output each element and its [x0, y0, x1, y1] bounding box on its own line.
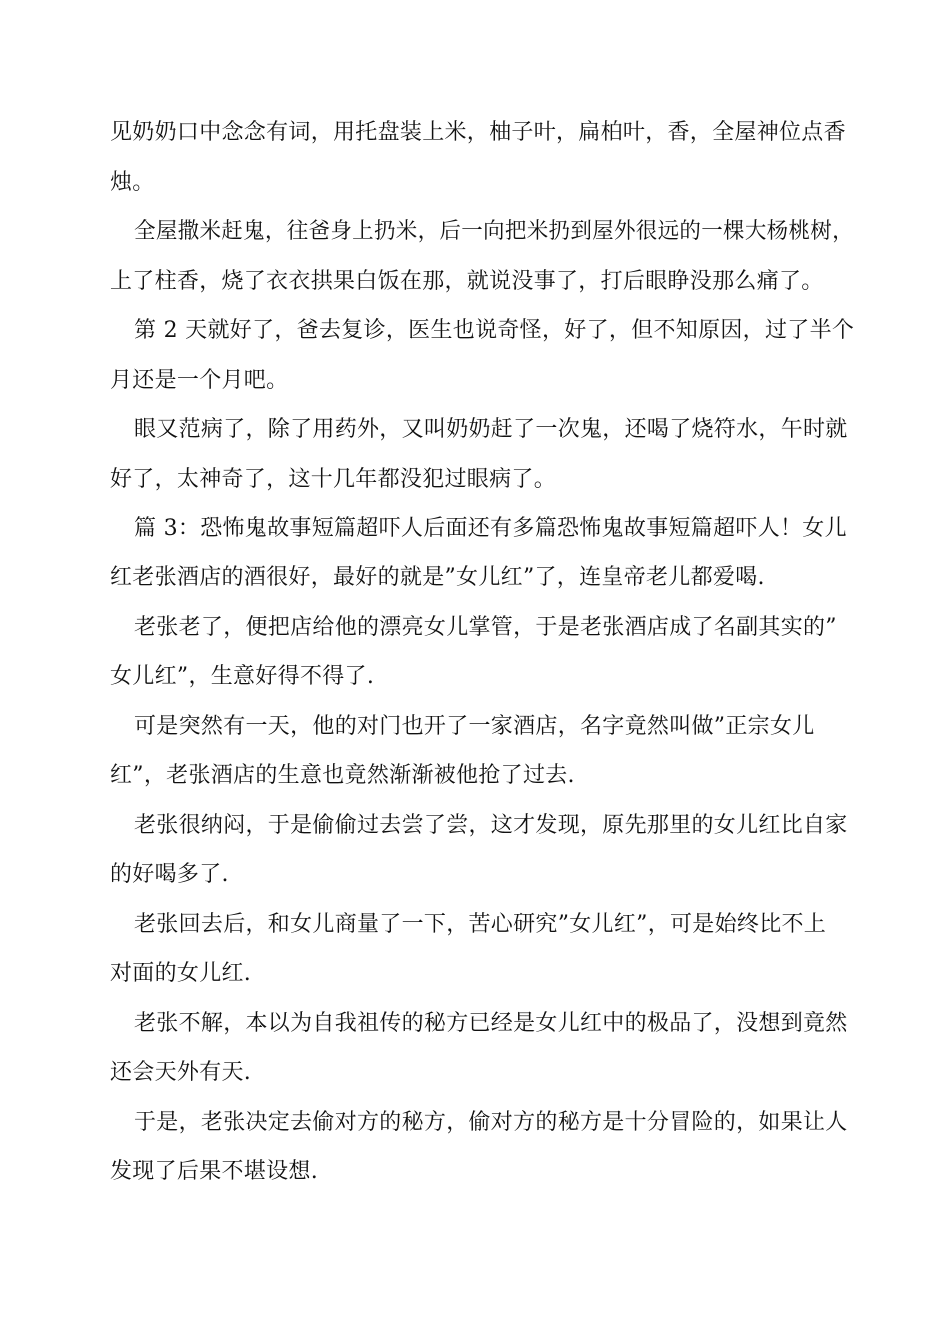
text-line: 红”，老张酒店的生意也竟然渐渐被他抢了过去.: [110, 763, 575, 788]
text-line: 老张回去后，和女儿商量了一下，苦心研究”女儿红”，可是始终比不上: [134, 912, 827, 937]
text-line: 红老张酒店的酒很好，最好的就是”女儿红”了，连皇帝老儿都爱喝.: [110, 565, 765, 590]
text-line: 发现了后果不堪设想.: [110, 1159, 318, 1184]
text-line: 第 2 天就好了，爸去复诊，医生也说奇怪，好了，但不知原因，过了半个: [134, 318, 855, 343]
text-line: 可是突然有一天，他的对门也开了一家酒店，名字竟然叫做”正宗女儿: [134, 714, 815, 739]
text-line: 的好喝多了.: [110, 862, 229, 887]
text-line: 老张很纳闷，于是偷偷过去尝了尝，这才发现，原先那里的女儿红比自家: [134, 813, 848, 838]
text-line: 篇 3：恐怖鬼故事短篇超吓人后面还有多篇恐怖鬼故事短篇超吓人！女儿: [134, 516, 847, 541]
text-line: 还会天外有天.: [110, 1060, 252, 1085]
text-line: 好了，太神奇了，这十几年都没犯过眼病了。: [110, 467, 557, 492]
text-line: 月还是一个月吧。: [110, 368, 289, 393]
text-line: 对面的女儿红.: [110, 961, 252, 986]
text-line: 上了柱香，烧了衣衣拱果白饭在那，就说没事了，打后眼睁没那么痛了。: [110, 269, 824, 294]
text-line: 见奶奶口中念念有词，用托盘装上米，柚子叶，扁柏叶，香，全屋神位点香: [110, 120, 846, 145]
text-line: 老张不解，本以为自我祖传的秘方已经是女儿红中的极品了，没想到竟然: [134, 1011, 848, 1036]
text-line: 烛。: [110, 170, 155, 195]
text-line: 全屋撒米赶鬼，往爸身上扔米，后一向把米扔到屋外很远的一棵大杨桃树，: [134, 219, 854, 244]
text-line: 眼又范病了，除了用药外，又叫奶奶赶了一次鬼，还喝了烧符水，午时就: [134, 417, 848, 442]
text-line: 于是，老张决定去偷对方的秘方，偷对方的秘方是十分冒险的，如果让人: [134, 1110, 848, 1135]
text-line: 女儿红”，生意好得不得了.: [110, 664, 375, 689]
text-line: 老张老了，便把店给他的漂亮女儿掌管，于是老张酒店成了名副其实的”: [134, 615, 837, 640]
